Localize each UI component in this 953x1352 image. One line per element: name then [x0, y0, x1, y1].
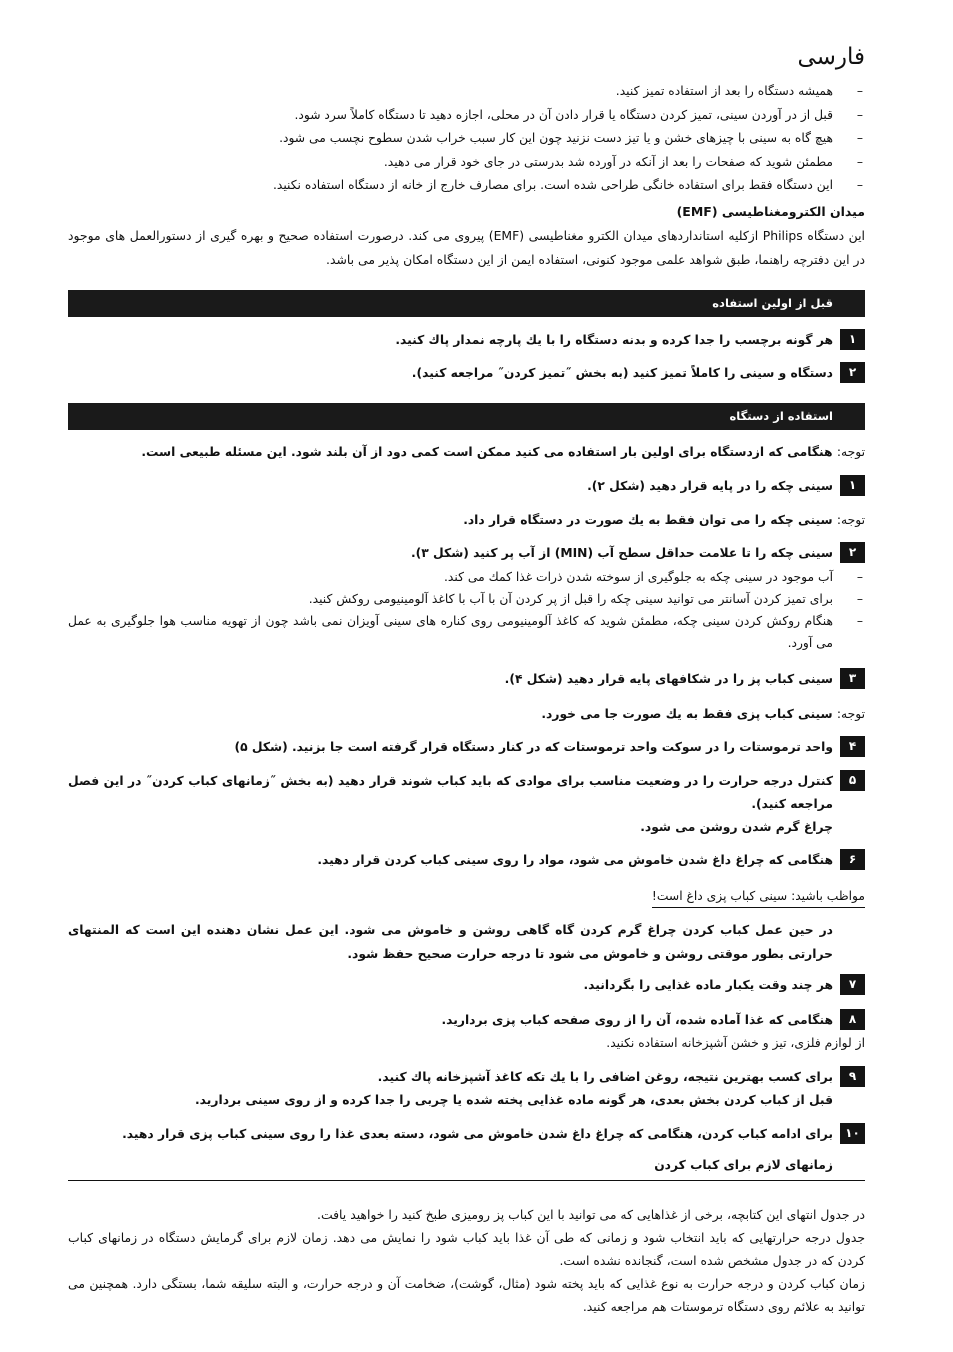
step-using-6 [68, 849, 865, 872]
step-text: برای ادامه کباب کردن، هنگامی که چراغ داغ شدن خاموش می شود، دسته بعدی غذا را روی سینی کباب پزی قرار دهید. [122, 1127, 833, 1141]
step-number: ۶ [840, 849, 865, 870]
step-before-1 [68, 329, 865, 352]
note-grill-plate [68, 703, 865, 726]
note-label: توجه: [836, 445, 865, 459]
paragraph: زمان کباب کردن و درجه حرارت به نوع غذایی که باید پخته شود (مثال، گوشت)، ضخامت آن و درجه حرارت، و البته سلیقه شما، بستگی دارد. همچنین می توانید به علائم روی دستگاه ترموستات هم مراجعه کنید. [68, 1276, 865, 1314]
step-text: هر چند وقت یکبار ماده غذایی را بگردانید. [583, 978, 833, 992]
step-using-9 [68, 1066, 865, 1112]
caution-heading: مواظب باشید: سینی کباب پزی داغ است! [652, 886, 865, 908]
list-item: – برای تمیز کردن آسانتر می توانید سینی چکه را قبل از پر کردن آن با آب با کاغذ آلومینیومی روکش کنید. [68, 588, 865, 610]
step-text: هنگامی که چراغ داغ شدن خاموش می شود، مواد را روی سینی کباب کردن قرار دهید. [317, 853, 833, 867]
drip-tray-tips [68, 566, 865, 654]
step-using-7 [68, 974, 865, 997]
safety-bullets [68, 80, 865, 198]
step-using-4 [68, 736, 865, 759]
step-before-2 [68, 362, 865, 385]
paragraph: در جدول انتهای این کتابچه، برخی از غذاهایی که می توانید با این کباب پز رومیزی طبخ کنید را خواهید یافت. [317, 1207, 865, 1222]
emf-heading: میدان الکترومغناطیسی (EMF) [676, 204, 865, 219]
step-using-5 [68, 770, 865, 839]
step-text: سینی چکه را تا علامت حداقل سطح آب (MIN) از آب پر کنید (شکل ۳). [410, 546, 833, 560]
note-label: توجه: [836, 707, 865, 721]
step-text: برای کسب بهترین نتیجه، روغن اضافی را با یك تکه کاغذ آشپزخانه پاك کنید. [377, 1070, 833, 1084]
step-subtext: از لوازم فلزی، تیز و خشن آشپزخانه استفاده نکنید. [606, 1036, 865, 1050]
grill-times-body [68, 1203, 865, 1318]
step-text: هر گونه برچسب را جدا کرده و بدنه دستگاه را با یك پارچه نمدار پاك كنيد. [395, 333, 833, 347]
note-label: توجه: [836, 513, 865, 527]
step-subtext: چراغ گرم شدن روشن می شود. [640, 820, 833, 834]
step-subtext: قبل از کباب کردن بخش بعدی، هر گونه ماده غذایی پخته شده یا چربی را جدا کرده و از روی سینی برداريد. [195, 1093, 833, 1107]
step-number: ۵ [840, 770, 865, 791]
list-item: – همیشه دستگاه را بعد از استفاده تمیز کنید. [68, 80, 865, 104]
step-using-8 [68, 1009, 865, 1055]
emf-paragraph: این دستگاه Philips ازکلیه استانداردهای میدان الکترو مغناطیسی (EMF) پیروی می کند. درصورت استفاده صحیح و بهره گیری از دستورالعمل های موجود در این دفترچه راهنما، طبق شواهد علمی موجود کنونی، استفاده ایمن از این دستگاه امکان پذیر می باشد. [68, 228, 866, 267]
list-item: – این دستگاه فقط برای استفاده خانگی طراحی شده است. برای مصارف خارج از خانه از دستگاه استفاده نکنید. [68, 174, 865, 198]
step-using-1 [68, 475, 865, 498]
note-text: سینی کباب پزی فقط به یك صورت جا می خورد. [541, 707, 837, 721]
note-first-use [68, 441, 865, 464]
note-text: سینی چکه را می توان فقط به یك صورت در دستگاه قرار داد. [463, 513, 837, 527]
step-using-10 [68, 1123, 865, 1146]
step-text: واحد ترموستات را در سوکت واحد ترموستات که در کنار دستگاه قرار گرفته است جا بزنید. (شکل ۵) [234, 740, 833, 754]
step-number: ۱ [840, 329, 865, 350]
step-text: هنگامی که غذا آماده شده، آن را از روی صفحه کباب پزی بردارید. [441, 1013, 833, 1027]
step-number: ۱ [840, 475, 865, 496]
list-item: – هیچ گاه به سینی با چیزهای خشن و یا تیز دست نزنید چون این کار سبب خراب شدن سطوح نچسب می شود. [68, 127, 865, 151]
list-item: – آب موجود در سینی چکه به جلوگیری از سوخته شدن ذرات غذا کمك می کند. [68, 566, 865, 588]
note-text: هنگامی که ازدستگاه برای اولین بار استفاده می کنید ممکن است کمی دود از آن بلند شود. این مسئله طبیعی است. [141, 445, 837, 459]
step-text: کنترل درجه حرارت را در وضعیت مناسب برای موادی که باید کباب شوند قرار دهید (به بخش ˝زمانهای کباب کردن˝ در این فصل مراجعه کنید). [68, 774, 833, 811]
list-item: – هنگام روکش کردن سینی چکه، مطمئن شوید که کاغذ آلومینیومی روی کناره های سینی آویزان نمی باشد چون از تهویه مناسب هوا جلوگیری به عمل می آورد. [68, 610, 865, 654]
note-drip-tray [68, 509, 865, 532]
step-text: سینی چکه را در پایه قرار دهید (شکل ۲). [587, 479, 833, 493]
section-bar-before-first-use: قبل از اولین استفاده [68, 290, 865, 317]
paragraph: جدول درجه حرارتهایی که باید انتخاب شود و زمانی که طی آن غذا باید کباب شود را نمایش می دهد. زمان لازم برای گرمایش دستگاه در زمانهای کباب کردن که در جدول مشخص شده است، گنجانده نشده است. [68, 1230, 865, 1268]
step-text: سینی کباب پز را در شکافهای پایه قرار دهید (شکل ۴). [504, 672, 833, 686]
step-number: ۱۰ [840, 1123, 865, 1144]
step-number: ۴ [840, 736, 865, 757]
step-number: ۹ [840, 1066, 865, 1087]
section-bar-using: استفاده از دستگاه [68, 403, 865, 430]
list-item: – مطمئن شوید که صفحات را بعد از آنکه در آورده شد بدرستی در جای خود قرار می دهید. [68, 151, 865, 175]
step-number: ۳ [840, 668, 865, 689]
language-title: فارسی [797, 44, 865, 70]
step-using-3 [68, 668, 865, 691]
caution-paragraph: در حین عمل کباب کردن چراغ گرم کردن گاه گاهی روشن و خاموش می شود. این عمل نشان دهنده این است که المنتهای حرارتی بطور موقتی روشن و خاموش می شود تا درجه حرارت صحیح حفظ شود. [68, 923, 833, 961]
step-number: ۲ [840, 362, 865, 383]
step-number: ۸ [840, 1009, 865, 1030]
step-number: ۷ [840, 974, 865, 995]
step-using-2 [68, 542, 865, 565]
step-number: ۲ [840, 542, 865, 563]
grill-times-heading: زمانهای لازم برای کباب کردن [654, 1158, 833, 1172]
divider [68, 1180, 865, 1181]
list-item: – قبل از در آوردن سینی، تمیز کردن دستگاه یا قرار دادن آن در محلی، اجازه دهید تا دستگاه کاملاً سرد شود. [68, 104, 865, 128]
step-text: دستگاه و سینی را کاملاً تمیز کنید (به بخش ˝تمیز کردن˝ مراجعه کنید). [411, 366, 833, 380]
